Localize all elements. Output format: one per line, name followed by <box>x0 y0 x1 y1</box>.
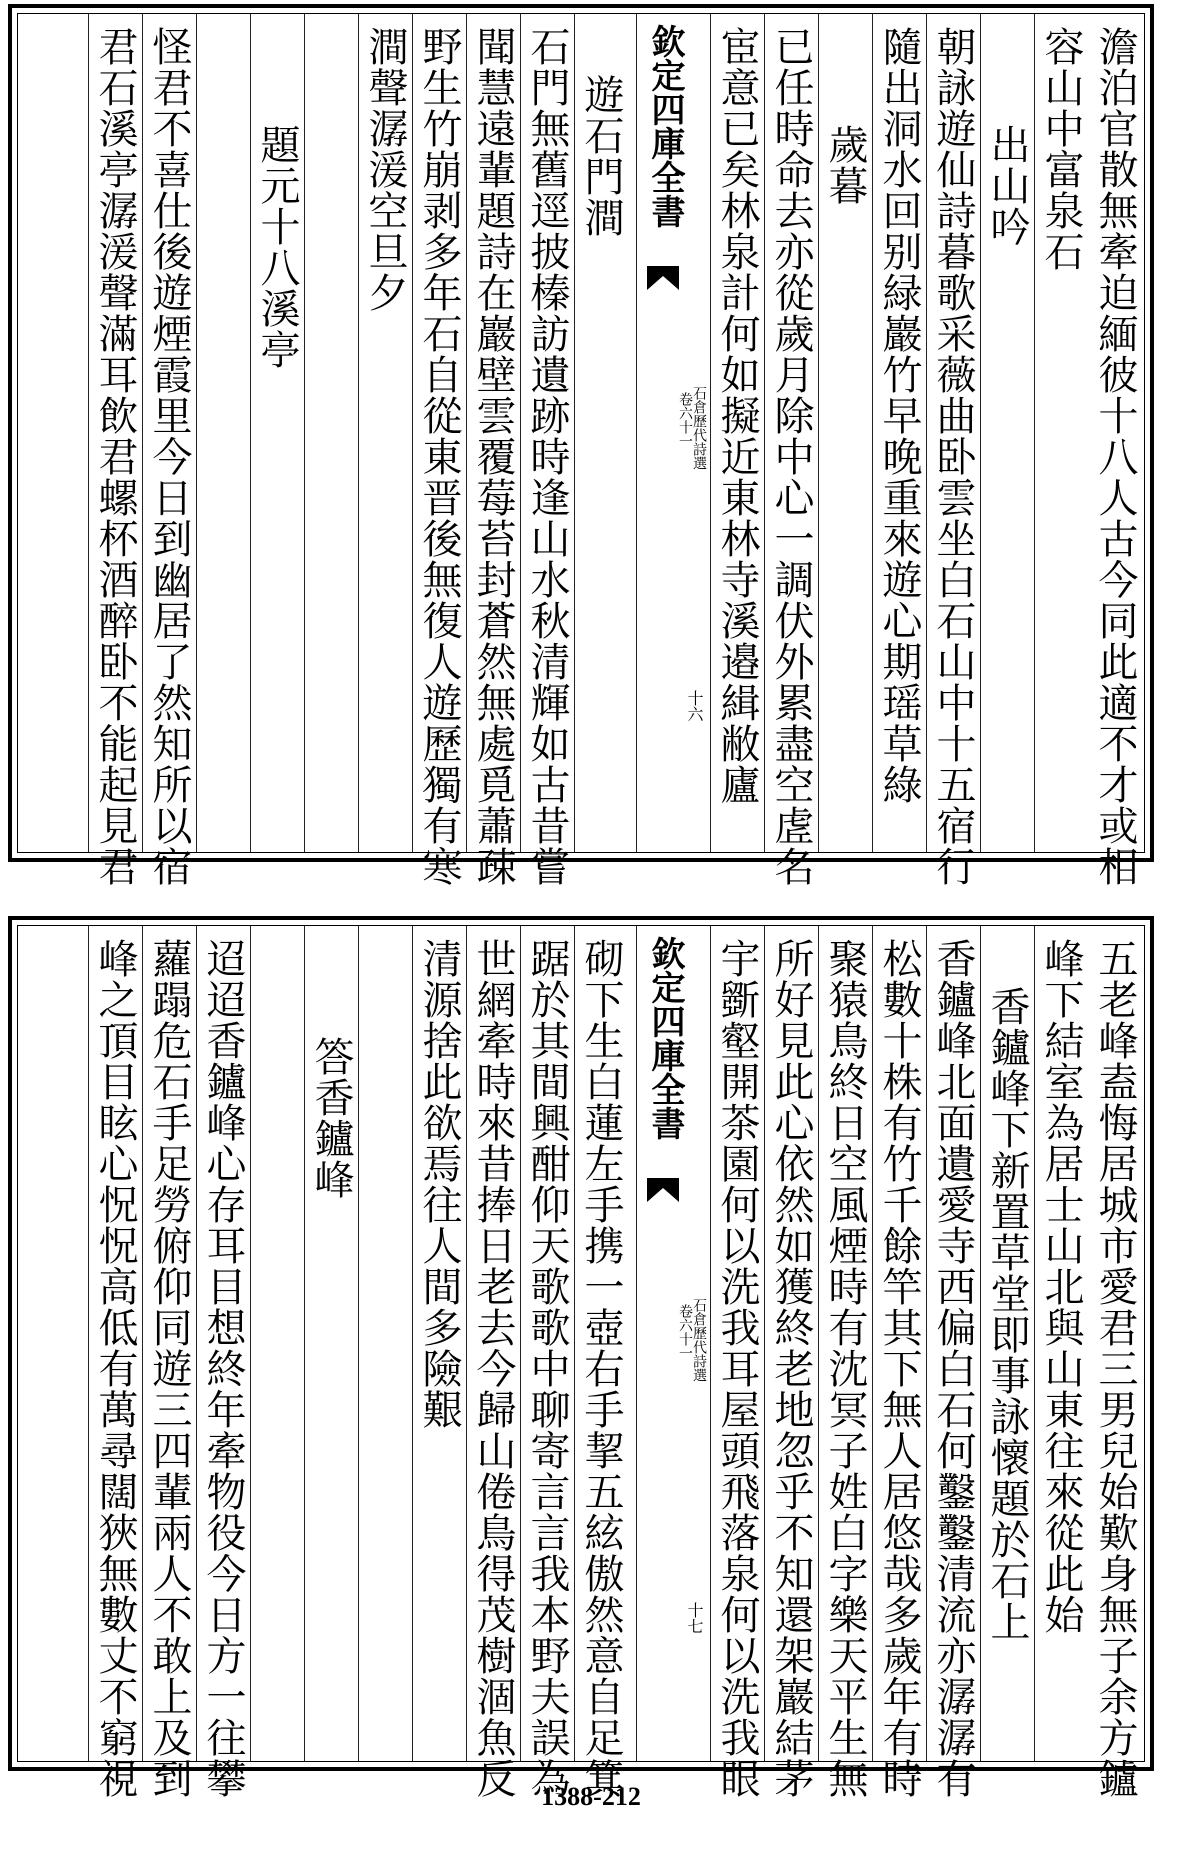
column-text: 君石溪亭潺湲聲滿耳飲君螺杯酒醉卧不能起見君 <box>92 26 138 887</box>
center-spine <box>636 926 710 1761</box>
text-column <box>1034 926 1088 1761</box>
collection-title: 石倉歷代詩選 <box>691 386 707 470</box>
column-text: 怪君不喜仕後遊煙霞里今日到幽居了然知所以宿 <box>146 26 192 887</box>
collection-title: 石倉歷代詩選 <box>691 1298 707 1382</box>
text-column <box>926 926 980 1799</box>
column-text: 澗聲潺湲空旦夕 <box>362 26 408 313</box>
text-column <box>710 14 764 852</box>
text-column <box>980 926 1034 1761</box>
column-text: 宦意已矣林泉計何如擬近東林寺溪邉緝敝廬 <box>714 26 760 805</box>
text-column <box>520 14 574 887</box>
text-column <box>466 14 520 887</box>
text-column <box>520 926 574 1799</box>
column-text: 香鑪峰北面遺愛寺西偏白石何鑿鑿清流亦潺潺有 <box>930 938 976 1799</box>
column-text: 隨出洞水回别緑巖竹早晚重來遊心期瑶草綠 <box>876 26 922 805</box>
text-column <box>466 926 520 1799</box>
juan-number: 卷六十一 <box>677 1304 693 1360</box>
top-page <box>8 4 1154 887</box>
text-column <box>1088 926 1142 1799</box>
juan-number: 卷六十一 <box>677 392 693 448</box>
text-column <box>574 14 628 852</box>
text-column <box>304 14 358 852</box>
text-column <box>142 926 196 1799</box>
poem-title: 出山吟 <box>984 124 1030 247</box>
column-text: 聞慧遠輩題詩在巖壁雲覆莓苔封蒼然無處覓蕭疎 <box>470 26 516 887</box>
page-number-footer: 1388-212 <box>541 1782 641 1811</box>
poem-title: 題元十八溪亭 <box>254 124 300 370</box>
top-page-frame <box>17 13 1145 887</box>
column-text: 已任時命去亦從歲月除中心一調伏外累盡空虗名 <box>768 26 814 887</box>
text-column <box>710 926 764 1799</box>
text-column <box>926 14 980 887</box>
text-column <box>304 926 358 1761</box>
poem-title: 遊石門澗 <box>578 74 624 238</box>
text-column <box>412 14 466 887</box>
empty-column <box>197 26 250 844</box>
column-text: 野生竹崩剥多年石自從東晋後無復人遊歷獨有寒 <box>416 26 462 887</box>
column-text: 蘿蹋危石手足勞俯仰同遊三四輩兩人不敢上及到 <box>146 938 192 1799</box>
text-column <box>142 14 196 887</box>
column-text: 所好見此心依然如獲終老地忽乎不知還架巖結茅 <box>768 938 814 1799</box>
text-column <box>196 926 250 1799</box>
column-text: 世網牽時來昔捧日老去今歸山倦鳥得茂樹涸魚反 <box>470 938 516 1799</box>
text-column <box>980 14 1034 852</box>
column-text: 容山中富泉石 <box>1038 26 1084 272</box>
column-text: 迢迢香鑪峰心存耳目想終年牽物役今日方一往攀 <box>200 938 246 1799</box>
text-column <box>358 14 412 852</box>
library-title: 欽定四庫全書 <box>645 24 685 228</box>
text-column <box>872 14 926 852</box>
leaf-number: 十六 <box>685 690 704 722</box>
column-text: 澹泊官散無牽迫緬彼十八人古今同此適不才或相 <box>1092 26 1138 887</box>
empty-column <box>305 24 358 842</box>
column-text: 砌下生白蓮左手携一壺右手挈五絃傲然意自足箕 <box>578 938 624 1799</box>
column-text: 聚猿鳥終日空風煙時有沈冥子姓白字樂天平生無 <box>822 938 868 1799</box>
text-column <box>872 926 926 1799</box>
text-column <box>818 14 872 852</box>
text-column <box>412 926 466 1761</box>
fishtail-mark-icon <box>647 266 679 290</box>
column-text: 松數十株有竹千餘竿其下無人居悠哉多歲年有時 <box>876 938 922 1799</box>
text-column <box>196 14 250 852</box>
text-column <box>88 14 142 887</box>
text-column <box>88 926 142 1799</box>
library-title: 欽定四庫全書 <box>645 936 685 1140</box>
text-column <box>250 14 304 852</box>
column-text: 石門無舊逕披榛訪遺跡時逢山水秋清輝如古昔嘗 <box>524 26 570 887</box>
text-column <box>764 926 818 1799</box>
poem-title: 答香鑪峰 <box>308 1036 354 1200</box>
text-column <box>818 926 872 1799</box>
fishtail-mark-icon <box>647 1178 679 1202</box>
text-column <box>1034 14 1088 852</box>
column-text: 宇斵壑開茶園何以洗我耳屋頭飛落泉何以洗我眼 <box>714 938 760 1799</box>
center-spine <box>636 14 710 852</box>
text-column <box>358 926 412 1761</box>
column-text: 朝詠遊仙詩暮歌采薇曲卧雲坐白石山中十五宿行 <box>930 26 976 887</box>
text-column <box>764 14 818 887</box>
poem-title: 歲暮 <box>822 124 868 206</box>
column-text: 峰下結室為居士山北與山東往來從此始 <box>1038 938 1084 1635</box>
column-text: 五老峰盍悔居城市愛君三男兒始歎身無子余方鑪 <box>1092 938 1138 1799</box>
text-column <box>250 926 304 1761</box>
column-text: 清源捨此欲焉往人間多險艱 <box>416 938 462 1430</box>
leaf-number: 十七 <box>685 1602 704 1634</box>
poem-title: 香鑪峰下新置草堂即事詠懷題於石上 <box>984 986 1030 1642</box>
text-column <box>574 926 628 1799</box>
empty-column <box>359 938 412 1753</box>
empty-column <box>251 938 304 1753</box>
column-text: 踞於其間興酣仰天歌歌中聊寄言言我本野夫誤為 <box>524 938 570 1799</box>
text-column <box>1088 14 1142 887</box>
column-text: 峰之頂目眩心怳怳高低有萬尋闊狹無數丈不窮視 <box>92 938 138 1799</box>
